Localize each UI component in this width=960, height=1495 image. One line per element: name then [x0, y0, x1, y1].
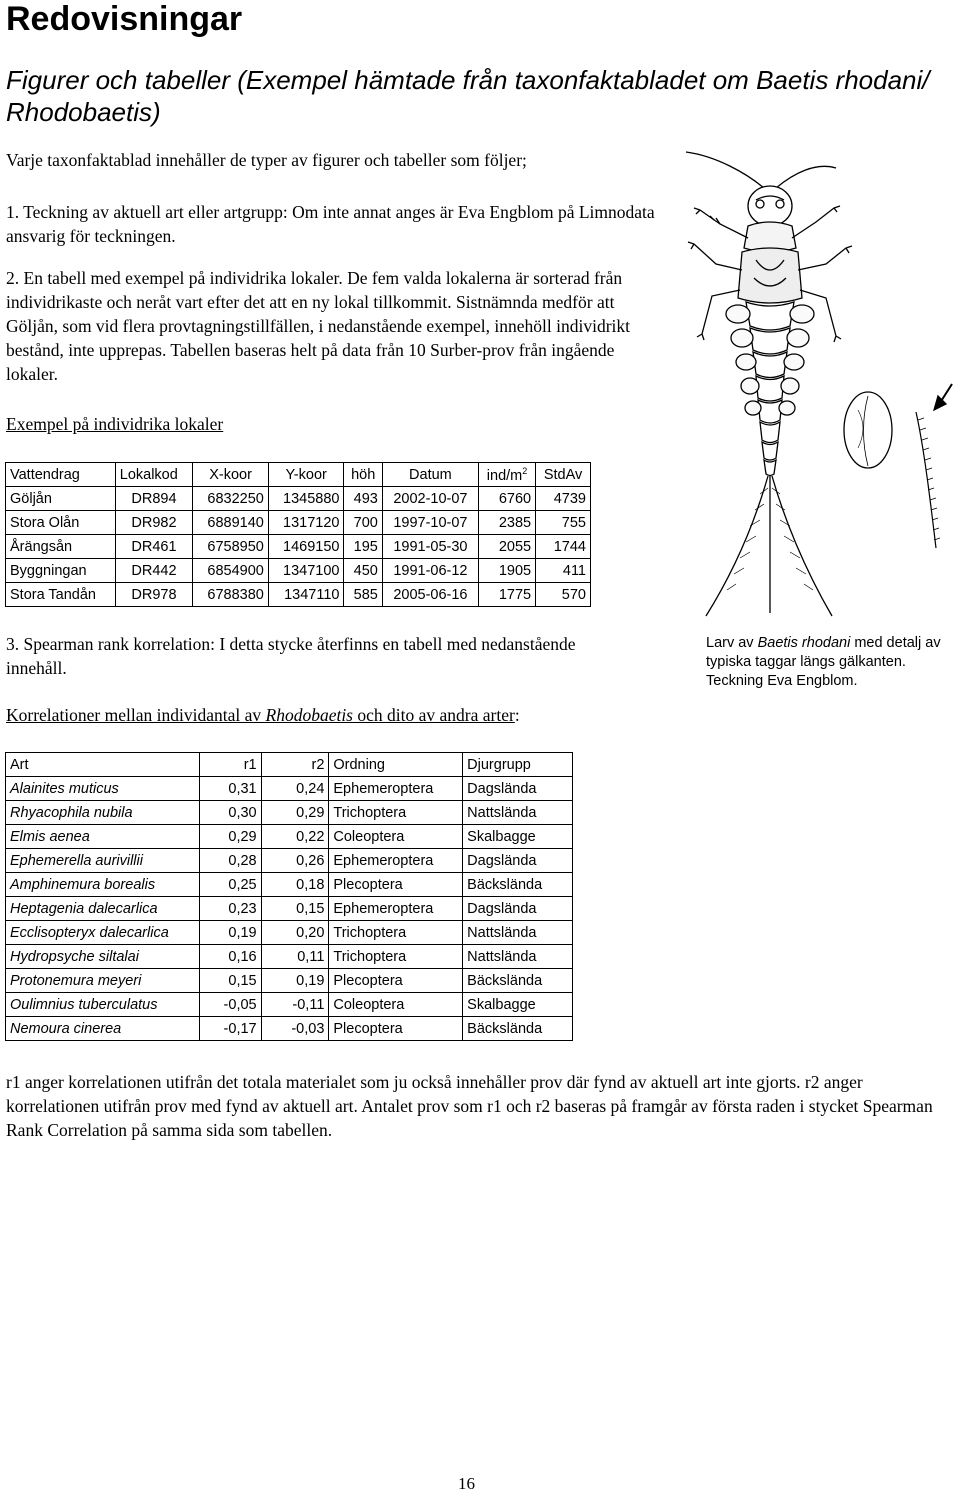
- table-cell: 2055: [478, 535, 535, 559]
- table-header-cell: Djurgrupp: [463, 753, 573, 777]
- table-cell: 0,16: [199, 945, 261, 969]
- table-row: [6, 583, 591, 607]
- table-cell: 0,23: [199, 897, 261, 921]
- table2-heading-colon: :: [514, 705, 520, 725]
- item-1-text: 1. Teckning av aktuell art eller artgrupp: Om inte annat anges är Eva Engblom på Limnodata ansvarig för teckningen.: [6, 202, 655, 246]
- table-header-row: [6, 753, 573, 777]
- table-cell: 1469150: [268, 535, 344, 559]
- intro-text: Varje taxonfaktablad innehåller de typer av figurer och tabeller som följer;: [6, 150, 527, 170]
- table-header-cell: X-koor: [193, 463, 269, 487]
- table-cell: 0,28: [199, 849, 261, 873]
- table-row: [6, 849, 573, 873]
- individrika-lokaler-table: [5, 462, 591, 607]
- table-header-cell: Vattendrag: [6, 463, 116, 487]
- item-3-text: 3. Spearman rank korrelation: I detta stycke återfinns en tabell med nedanstående innehåll.: [6, 634, 576, 678]
- table-cell: Protonemura meyeri: [6, 969, 200, 993]
- table-cell: 0,26: [261, 849, 329, 873]
- table-cell: Ephemeroptera: [329, 777, 463, 801]
- table-cell: Stora Olån: [6, 511, 116, 535]
- table-cell: Ephemeroptera: [329, 897, 463, 921]
- item-2-text: 2. En tabell med exempel på individrika lokaler. De fem valda lokalerna är sorterad från individrikaste och neråt vart efter det att en ny lokal tillkommit. Sistnämnda medför att Göljån, som vid flera provtagningstillfällen, i nedanstående exempel, innehöll individrikt bestånd, inte upprepas. Tabellen baseras helt på data från 10 Surber-prov från ingående lokaler.: [6, 268, 631, 384]
- table2-heading: [6, 703, 520, 727]
- caption-pre: Larv av: [706, 635, 758, 651]
- table-cell: 493: [344, 487, 382, 511]
- table-cell: 450: [344, 559, 382, 583]
- table-cell: Hydropsyche siltalai: [6, 945, 200, 969]
- table-cell: 411: [536, 559, 591, 583]
- table-cell: 0,11: [261, 945, 329, 969]
- figure-caption: [706, 634, 956, 691]
- table-cell: Oulimnius tuberculatus: [6, 993, 200, 1017]
- table-cell: 6758950: [193, 535, 269, 559]
- caption-species: Baetis rhodani: [757, 635, 851, 651]
- table-cell: 1347110: [268, 583, 344, 607]
- table-cell: 0,15: [261, 897, 329, 921]
- table-cell: 0,31: [199, 777, 261, 801]
- caption-post: med detalj av typiska taggar längs gälkanten. Teckning Eva Engblom.: [706, 635, 941, 689]
- table-row: [6, 993, 573, 1017]
- table-cell: Göljån: [6, 487, 116, 511]
- table-cell: Coleoptera: [329, 825, 463, 849]
- table2-heading-pre: Korrelationer mellan individantal av: [6, 705, 266, 725]
- table-row: [6, 487, 591, 511]
- table-row: [6, 825, 573, 849]
- table-cell: Ephemerella aurivillii: [6, 849, 200, 873]
- table-cell: 0,18: [261, 873, 329, 897]
- mayfly-larva-drawing-icon: [676, 148, 956, 618]
- unit-text: ind/m: [486, 467, 523, 484]
- table-cell: 2385: [478, 511, 535, 535]
- table-header-cell: Y-koor: [268, 463, 344, 487]
- table-cell: Plecoptera: [329, 969, 463, 993]
- table-cell: 4739: [536, 487, 591, 511]
- table-header-cell: Lokalkod: [115, 463, 192, 487]
- table-cell: 0,22: [261, 825, 329, 849]
- table-cell: 700: [344, 511, 382, 535]
- table-cell: 2005-06-16: [382, 583, 478, 607]
- table-cell: Nattslända: [463, 945, 573, 969]
- table-cell: Ephemeroptera: [329, 849, 463, 873]
- table-cell: -0,17: [199, 1017, 261, 1041]
- table-cell: Skalbagge: [463, 993, 573, 1017]
- table-row: [6, 535, 591, 559]
- table-cell: 1317120: [268, 511, 344, 535]
- korrelation-table: [5, 752, 573, 1041]
- table1-heading: Exempel på individrika lokaler: [6, 414, 224, 434]
- table-header-cell: Art: [6, 753, 200, 777]
- table-cell: DR442: [115, 559, 192, 583]
- table-cell: Bäckslända: [463, 969, 573, 993]
- footnote-text: r1 anger korrelationen utifrån det totala materialet som ju också innehåller prov där fynd av aktuell art inte gjorts. r2 anger korrelationen utifrån prov med fynd av aktuell art. Antalet prov som r1 och r2 baseras på framgår av första raden i stycket Spearman Rank Correlation på samma sida som tabellen.: [6, 1072, 933, 1140]
- table-header-cell: r2: [261, 753, 329, 777]
- table-cell: 570: [536, 583, 591, 607]
- table-cell: -0,03: [261, 1017, 329, 1041]
- table-header-cell: Datum: [382, 463, 478, 487]
- table-cell: 1905: [478, 559, 535, 583]
- table-header-cell: [478, 463, 535, 487]
- table-header-cell: r1: [199, 753, 261, 777]
- table-cell: 1991-06-12: [382, 559, 478, 583]
- table-cell: 1775: [478, 583, 535, 607]
- table-cell: 0,29: [199, 825, 261, 849]
- table-cell: Heptagenia dalecarlica: [6, 897, 200, 921]
- table-cell: 1744: [536, 535, 591, 559]
- table-cell: Rhyacophila nubila: [6, 801, 200, 825]
- table-cell: 1991-05-30: [382, 535, 478, 559]
- table-cell: Trichoptera: [329, 801, 463, 825]
- table2-heading-post: och dito av andra arter: [353, 705, 515, 725]
- page-title: Redovisningar: [6, 0, 243, 38]
- table-cell: 6832250: [193, 487, 269, 511]
- table-cell: Skalbagge: [463, 825, 573, 849]
- table-cell: 0,19: [261, 969, 329, 993]
- table-cell: Alainites muticus: [6, 777, 200, 801]
- table-row: [6, 969, 573, 993]
- table-cell: Nemoura cinerea: [6, 1017, 200, 1041]
- table-cell: 0,15: [199, 969, 261, 993]
- table-cell: 755: [536, 511, 591, 535]
- table-cell: Nattslända: [463, 921, 573, 945]
- table-cell: Bäckslända: [463, 1017, 573, 1041]
- table-cell: -0,05: [199, 993, 261, 1017]
- table-cell: 0,30: [199, 801, 261, 825]
- table-row: [6, 777, 573, 801]
- table-row: [6, 873, 573, 897]
- table2-heading-genus: Rhodobaetis: [265, 705, 353, 725]
- table-row: [6, 801, 573, 825]
- table-cell: 1347100: [268, 559, 344, 583]
- table-cell: 6854900: [193, 559, 269, 583]
- table-cell: Dagslända: [463, 849, 573, 873]
- table-row: [6, 921, 573, 945]
- table-cell: Årängsån: [6, 535, 116, 559]
- table-cell: DR982: [115, 511, 192, 535]
- table-cell: Coleoptera: [329, 993, 463, 1017]
- table-cell: 0,25: [199, 873, 261, 897]
- table-cell: Trichoptera: [329, 921, 463, 945]
- table-header-cell: höh: [344, 463, 382, 487]
- table-cell: Dagslända: [463, 897, 573, 921]
- page-subtitle: Figurer och tabeller (Exempel hämtade från taxonfaktabladet om Baetis rhodani/ Rhodobaetis): [6, 65, 930, 127]
- table-cell: DR894: [115, 487, 192, 511]
- table-cell: DR978: [115, 583, 192, 607]
- table-cell: 2002-10-07: [382, 487, 478, 511]
- table-cell: Trichoptera: [329, 945, 463, 969]
- table-cell: 0,29: [261, 801, 329, 825]
- table-cell: 6889140: [193, 511, 269, 535]
- table-cell: 0,19: [199, 921, 261, 945]
- table-cell: Plecoptera: [329, 873, 463, 897]
- table-cell: Dagslända: [463, 777, 573, 801]
- unit-superscript: 2: [522, 465, 528, 476]
- table-cell: Stora Tandån: [6, 583, 116, 607]
- table-row: [6, 511, 591, 535]
- table-cell: Bäckslända: [463, 873, 573, 897]
- table-row: [6, 897, 573, 921]
- page-number: 16: [458, 1474, 475, 1493]
- table-cell: Amphinemura borealis: [6, 873, 200, 897]
- table-row: [6, 945, 573, 969]
- table-header-row: [6, 463, 591, 487]
- table-header-cell: StdAv: [536, 463, 591, 487]
- table-cell: 1345880: [268, 487, 344, 511]
- table-cell: Byggningan: [6, 559, 116, 583]
- table-cell: 1997-10-07: [382, 511, 478, 535]
- table-row: [6, 559, 591, 583]
- table-header-cell: Ordning: [329, 753, 463, 777]
- table-cell: 0,20: [261, 921, 329, 945]
- table-cell: Ecclisopteryx dalecarlica: [6, 921, 200, 945]
- table-cell: DR461: [115, 535, 192, 559]
- table-cell: 195: [344, 535, 382, 559]
- table-cell: 0,24: [261, 777, 329, 801]
- table-cell: 585: [344, 583, 382, 607]
- table-cell: Nattslända: [463, 801, 573, 825]
- table-cell: -0,11: [261, 993, 329, 1017]
- table-cell: Plecoptera: [329, 1017, 463, 1041]
- table-cell: 6760: [478, 487, 535, 511]
- table-cell: Elmis aenea: [6, 825, 200, 849]
- table-cell: 6788380: [193, 583, 269, 607]
- table-row: [6, 1017, 573, 1041]
